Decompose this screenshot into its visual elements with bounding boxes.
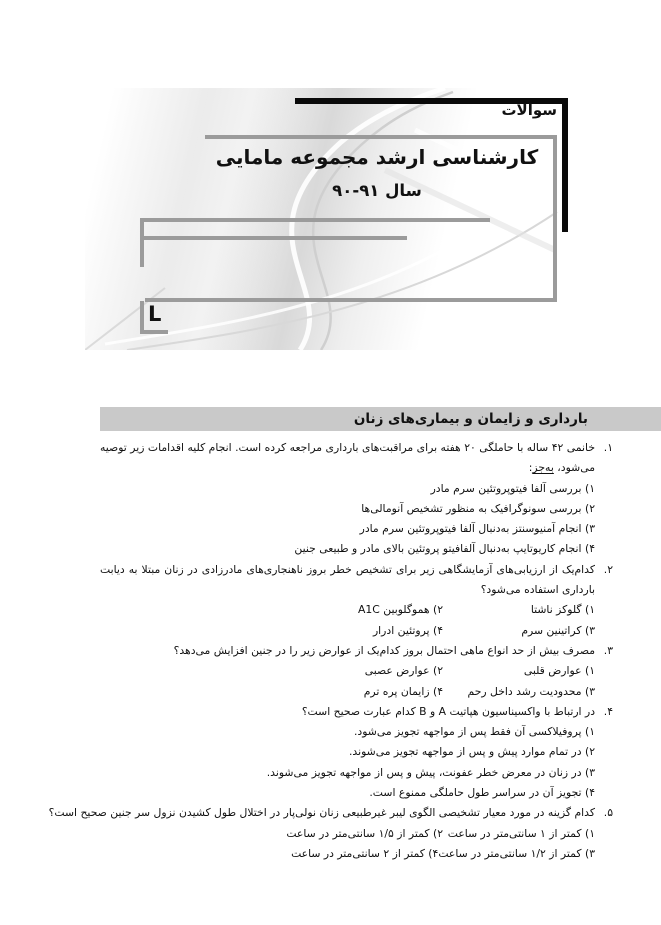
answer-option: ۳) در زنان در معرض خطر عفونت، پیش و پس از مواجهه تجویز می‌شوند. <box>266 765 595 779</box>
decorative-line-2 <box>140 236 407 240</box>
stem-text: خانمی ۴۲ ساله با حاملگی ۲۰ هفته برای مراقبت‌های بارداری مراجعه کرده است. انجام کلیه اقدامات زیر توصیه می‌شود، <box>100 441 595 475</box>
answer-option: ۴) کمتر از ۲ سانتی‌متر در ساعت <box>291 846 439 860</box>
answer-option: ۳) کراتینین سرم <box>521 623 595 637</box>
question-1 <box>100 438 613 560</box>
question-4 <box>100 702 613 803</box>
options-row <box>100 661 595 681</box>
answer-option: ۱) بررسی آلفا فیتوپروتئین سرم مادر <box>430 481 595 495</box>
answer-option: ۴) تجویز آن در سراسر طول حاملگی ممنوع است. <box>369 786 595 800</box>
exam-title: کارشناسی ارشد مجموعه مامایی <box>215 145 539 169</box>
options-row <box>100 682 595 702</box>
answer-option: ۲) در تمام موارد پیش و پس از مواجهه تجویز می‌شوند. <box>348 745 595 759</box>
decorative-bracket <box>140 218 144 267</box>
answer-option: ۳) محدودیت رشد داخل رحم <box>467 684 595 698</box>
answer-option: ۴) زایمان پره ترم <box>363 684 443 698</box>
question-number: ۴. <box>603 704 613 718</box>
answer-option: ۲) بررسی سونوگرافیک به منظور تشخیص آنومالی‌ها <box>361 501 595 515</box>
answer-option: ۱) کمتر از ۱ سانتی‌متر در ساعت <box>447 826 595 840</box>
answer-option: ۲) کمتر از ۱/۵ سانتی‌متر در ساعت <box>286 826 443 840</box>
answer-option: ۱) عوارض قلبی <box>523 664 595 678</box>
options-row <box>100 844 595 864</box>
question-2 <box>100 560 613 641</box>
question-stem: کدام گزینه در مورد معیار تشخیصی الگوی لیبر غیرطبیعی زنان نولی‌پار در اختلال طول کشیدن نزول سر جنین صحیح است؟ <box>48 806 595 820</box>
section-title: بارداری و زایمان و بیماری‌های زنان <box>353 411 588 427</box>
corner-letter: L <box>148 302 162 326</box>
underlined-text: به‌جز <box>532 461 554 475</box>
answer-option: ۲) عوارض عصبی <box>364 664 443 678</box>
question-stem: مصرف بیش از حد انواع ماهی احتمال بروز کدام‌یک از عوارض زیر را در جنین افزایش می‌دهد؟ <box>173 643 595 657</box>
answer-option: ۲) هموگلوبین A1C <box>358 603 443 617</box>
options-row <box>100 600 595 620</box>
question-number: ۵. <box>603 806 613 820</box>
answer-option: ۳) کمتر از ۱/۲ سانتی‌متر در ساعت <box>438 846 595 860</box>
answer-option: ۴) پروتئین ادرار <box>372 623 443 637</box>
question-stem: کدام‌یک از ارزیابی‌های آزمایشگاهی زیر برای تشخیص خطر بروز ناهنجاری‌های مادرزادی در زنان مبتلا به دیابت بارداری استفاده می‌شود؟ <box>100 562 595 597</box>
exam-header-graphic <box>85 88 587 350</box>
options-row <box>100 621 595 641</box>
question-stem <box>100 438 595 479</box>
answer-option: ۴) انجام کاریوتایپ به‌دنبال آلفافیتو پروتئین بالای مادر و طبیعی جنین <box>294 542 595 556</box>
answer-option: ۱) پروفیلاکسی آن فقط پس از مواجهه تجویز می‌شود. <box>353 725 595 739</box>
question-number: ۲. <box>603 562 613 576</box>
answer-option: ۳) انجام آمنیوسنتز به‌دنبال آلفا فیتوپروتئین سرم مادر <box>359 522 595 536</box>
section-header-bar <box>100 407 661 431</box>
header-label: سوالات <box>501 101 557 119</box>
title-frame-bottom-line <box>145 298 557 302</box>
questions-list <box>48 433 613 864</box>
stem-text: : <box>528 461 533 475</box>
question-stem: در ارتباط با واکسیناسیون هپاتیت A و B کدام عبارت صحیح است؟ <box>301 704 595 718</box>
question-5 <box>48 803 613 864</box>
corner-bracket-horizontal <box>140 330 168 334</box>
exam-year: سال ۹۱-۹۰ <box>332 181 422 200</box>
answer-option: ۱) گلوکز ناشتا <box>530 603 595 617</box>
question-number: ۱. <box>603 441 613 454</box>
question-number: ۳. <box>603 643 613 657</box>
question-3 <box>100 641 613 702</box>
options-row <box>100 824 595 844</box>
